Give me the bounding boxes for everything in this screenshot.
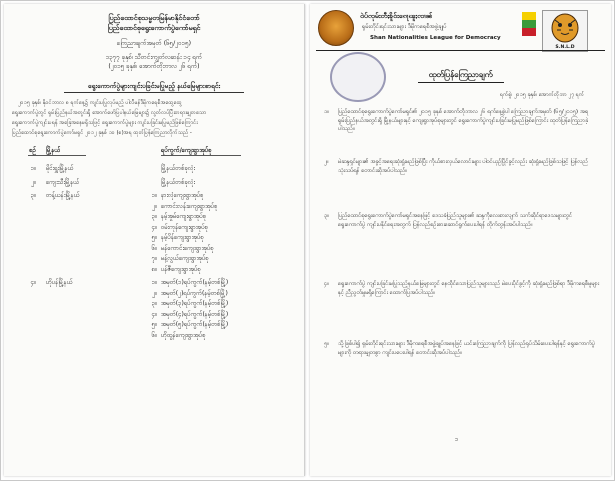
party-flag-icon <box>522 12 536 36</box>
area-index: ၅။ <box>151 234 157 241</box>
township-name: တန့်ယန်းမြို့နယ် <box>46 192 80 199</box>
area-index: ၂။ <box>152 289 157 297</box>
header-underline-township <box>46 155 86 156</box>
area-index: ၁။ <box>151 279 157 286</box>
intro-line-2: ရွေးကောက်ပွဲတွင် ရှမ်းပြည်နယ်အတွင်းရှိ အောက်ဖော်ပြပါနယ်မြေများ၌ လွတ်လပ်ပြီးတရားမျှတသော <box>12 110 207 116</box>
area-name: ပန်ဇီကျေးရွာအုပ်စု <box>161 265 201 273</box>
snld-statement-page <box>310 4 611 476</box>
area-name: မန်ကောင်းကျေးရွာအုပ်စု <box>161 244 214 252</box>
area-index: ၂။ <box>152 202 157 210</box>
statement-date: ရက်စွဲ၊ ၂၀၁၅ ခုနှစ်၊ အောက်တိုဘာ ၂၇ ရက် <box>500 92 585 98</box>
paragraph-text: ရွေးကောက်ပွဲ ကျင်းပခြင်းမပြုသည့်နယ်မြေများတွင် နေထိုင်သောပြည်သူများသည် မဲပေးပိုင်ခွင့်ကို ဆုံးရှုံးမည်ဖြစ်ရာ ဒီမိုကရေစီမူများနှင့် ညီညွတ်မှုမရှိကြောင်း ထောက်ပြအပ်ပါသည်။ <box>338 281 600 296</box>
paragraph-text: သို့ဖြစ်ပါ၍ ရှမ်းတိုင်းရင်းသားများ ဒီမိုကရေစီအဖွဲ့ချုပ်အနေဖြင့် ယင်းကြေညာချက်ကို ပြန်လည်ရုပ်သိမ်းပေးပါရန်နှင့် ရွေးကောက်ပွဲများကို တရားမျှတစွာ ကျင်းပပေးပါရန် တောင်းဆိုအပ်ပါသည်။ <box>338 341 595 356</box>
row-number: ၃။ <box>30 192 36 199</box>
area-index: ၁။ <box>151 192 157 199</box>
area-name: ကောင်းလန်းကျေးရွာအုပ်စု <box>161 202 218 210</box>
tiger-logo-icon <box>542 10 588 52</box>
paragraph-text: ပြည်ထောင်စုရွေးကောက်ပွဲကော်မရှင်အနေဖြင့် ဒေသခံပြည်သူများ၏ ဆန္ဒကိုလေးစားလျက် သက်ဆိုင်ရာဒေသများတွင် ရွေးကောက်ပွဲ ကျင်းပနိုင်ရေးအတွက် ပြန်လည်စဉ်းစားဆောင်ရွက်ပေးပါရန် တိုက်တွန်းအပ်ပါသည်။ <box>338 213 573 228</box>
notice-number: ကြေညာချက်အမှတ် (၆၅/၂၀၁၅) <box>116 40 192 47</box>
col-header-no: စဉ် <box>29 147 36 154</box>
org-name-english: Shan Nationalities League for Democracy <box>370 35 501 41</box>
notice-date-2: (၂၀၁၅ ခုနှစ်၊ အောက်တိုဘာလ ၂၆ ရက်) <box>108 63 200 70</box>
page-number: ၁ <box>455 436 459 443</box>
paragraph-number: ၅။ <box>324 341 329 347</box>
statement-paragraph <box>324 340 600 430</box>
statement-paragraph <box>324 108 600 156</box>
area-index: ၃။ <box>151 213 157 220</box>
paragraph-number: ၂။ <box>324 159 329 165</box>
letterhead-rule <box>316 50 605 51</box>
area-name: အမှတ်(၂)ရပ်ကွက်(နမ့်တစ်မြို့) <box>161 289 228 297</box>
area-name: မြို့နယ်တစ်ခုလုံး <box>161 165 196 172</box>
intro-line-4: ပြည်ထောင်စုရွေးကောက်ပွဲကော်မရှင် ၂၀၁၂ ခုနှစ် ၁၀ (စ)အရ ထုတ်ပြန်ကြေညာလိုက်သည် - <box>12 130 192 136</box>
area-name: အမှတ်(၃)ရပ်ကွက်(နမ့်တစ်မြို့) <box>161 300 229 307</box>
area-name: ဝမ်းကုန်ကျေးရွာအုပ်စု <box>161 223 209 231</box>
org-name-shan: ဝဲပ်ၸုမ်းတီႈၶိူဝ်းၵေႃၽူႈၸၢၼ် <box>360 12 433 20</box>
notice-date-1: ၁၃၇၇ ခုနှစ်၊ သီတင်းကျွတ်လဆန်း ၁၄ ရက် <box>105 54 203 61</box>
paragraph-number: ၄။ <box>324 281 329 287</box>
title-underline <box>418 82 504 83</box>
header-line-2: ပြည်ထောင်စုရွေးကောက်ပွဲကော်မရှင် <box>107 24 201 32</box>
township-name: ကျေးသီးမြို့နယ် <box>46 178 80 186</box>
seal-label: S.N.L.D <box>555 45 575 50</box>
paragraph-text: မဲဆန္ဒရှင်များ၏ အခွင့်အရေးဆုံးရှုံးမည်ဖြစ်ပြီး ကိုယ်စားလှယ်လောင်းများ ပါဝင်ယှဉ်ပြိုင်ခွင့်လည်း ဆုံးရှုံးမည်ဖြစ်သဖြင့် ပြန်လည်သုံးသပ်ရန် တောင်းဆိုအပ်ပါသည်။ <box>338 159 589 174</box>
paragraph-number: ၃။ <box>324 213 329 219</box>
area-index: ၈။ <box>151 265 157 273</box>
area-name: အမှတ်(၅)ရပ်ကွက်(နမ့်တစ်မြို့) <box>161 321 229 328</box>
area-name: နမ့်ပိန်ကျေးရွာအုပ်စု <box>161 234 204 241</box>
election-commission-notice-page <box>4 4 305 476</box>
header-line-1: ပြည်ထောင်စုသမ္မတမြန်မာနိုင်ငံတော် <box>108 14 200 22</box>
paragraph-number: ၁။ <box>324 109 329 115</box>
row-number: ၁။ <box>30 165 36 172</box>
statement-paragraph <box>324 280 600 338</box>
area-name: အမှတ်(၁)ရပ်ကွက်(နမ့်တစ်မြို့) <box>161 279 229 286</box>
row-number: ၂။ <box>31 178 36 186</box>
intro-line-1: ၂၀၁၅ ခုနှစ်၊ နိုဝင်ဘာလ ၈ ရက်နေ့၌ ကျင်းပပြုလုပ်မည့် ပါလီမန်ဒီမိုကရေစီအထွေထွေ <box>18 100 182 106</box>
area-index: ၅။ <box>151 321 157 328</box>
header-underline-area <box>161 155 241 156</box>
intro-line-3: ရွေးကောက်ပွဲကျင်းပရန် အခြေအနေမရှိသဖြင့် ရွေးကောက်ပွဲများ ကျင်းပခြင်းမပြုမည်ဖြစ်ကြောင်း <box>12 120 198 126</box>
area-index: ၄။ <box>151 223 157 231</box>
area-index: ၆။ <box>151 331 157 339</box>
township-name: မိုင်းရှူးမြို့နယ် <box>46 165 74 172</box>
area-name: မြို့နယ်တစ်ခုလုံး <box>161 178 196 186</box>
area-index: ၇။ <box>151 255 157 262</box>
area-name: ဟိုထွန်ကျေးရွာအုပ်စု <box>161 331 206 339</box>
area-index: ၆။ <box>151 244 157 252</box>
paragraph-text: ပြည်ထောင်စုရွေးကောက်ပွဲကော်မရှင်၏ ၂၀၁၅ ခုနှစ် အောက်တိုဘာလ ၂၆ ရက်နေ့စွဲပါ ကြေညာချက်အမှတ် (၆၅/၂၀၁၅) အရ ရှမ်းပြည်နယ်အတွင်းရှိ မြို့နယ်များနှင့် ကျေးရွာအုပ်စုများတွင် ရွေးကောက်ပွဲကျင်းပခြင်းမပြုမည်ဖြစ်ကြောင်း ထုတ်ပြန်ကြေညာခဲ့ပါသည်။ <box>338 109 589 133</box>
subject-underline <box>64 92 244 93</box>
notice-subject: ရွေးကောက်ပွဲများကျင်းပခြင်းမပြုမည့် နယ်မြေများစာရင်း <box>87 82 221 90</box>
area-name: နမ့်အှုမ်ကျေးရွာအုပ်စု <box>161 213 207 220</box>
col-header-area: ရပ်ကွက်/ကျေးရွာအုပ်စု <box>161 147 212 154</box>
party-emblem-icon <box>318 10 354 46</box>
area-index: ၃။ <box>151 300 157 307</box>
area-name: မန့်လွယ်ကျေးရွာအုပ်စု <box>161 255 209 262</box>
area-name: နားလုံကျေးရွာအုပ်စု <box>161 192 204 199</box>
statement-paragraph <box>324 158 600 210</box>
area-name: အမှတ်(၄)ရပ်ကွက်(နမ့်တစ်မြို့) <box>161 310 229 318</box>
statement-paragraph <box>324 212 600 278</box>
township-name: ဟိုပန်မြို့နယ် <box>46 279 73 286</box>
statement-title: ထုတ်ပြန်ကြေညာချက် <box>428 70 493 79</box>
col-header-township: မြို့နယ် <box>46 147 61 154</box>
area-index: ၄။ <box>151 310 157 318</box>
row-number: ၄။ <box>30 279 36 286</box>
org-name-burmese: ရှမ်းတိုင်းရင်းသားများ ဒီမိုကရေစီအဖွဲ့ချုပ် <box>362 24 447 30</box>
